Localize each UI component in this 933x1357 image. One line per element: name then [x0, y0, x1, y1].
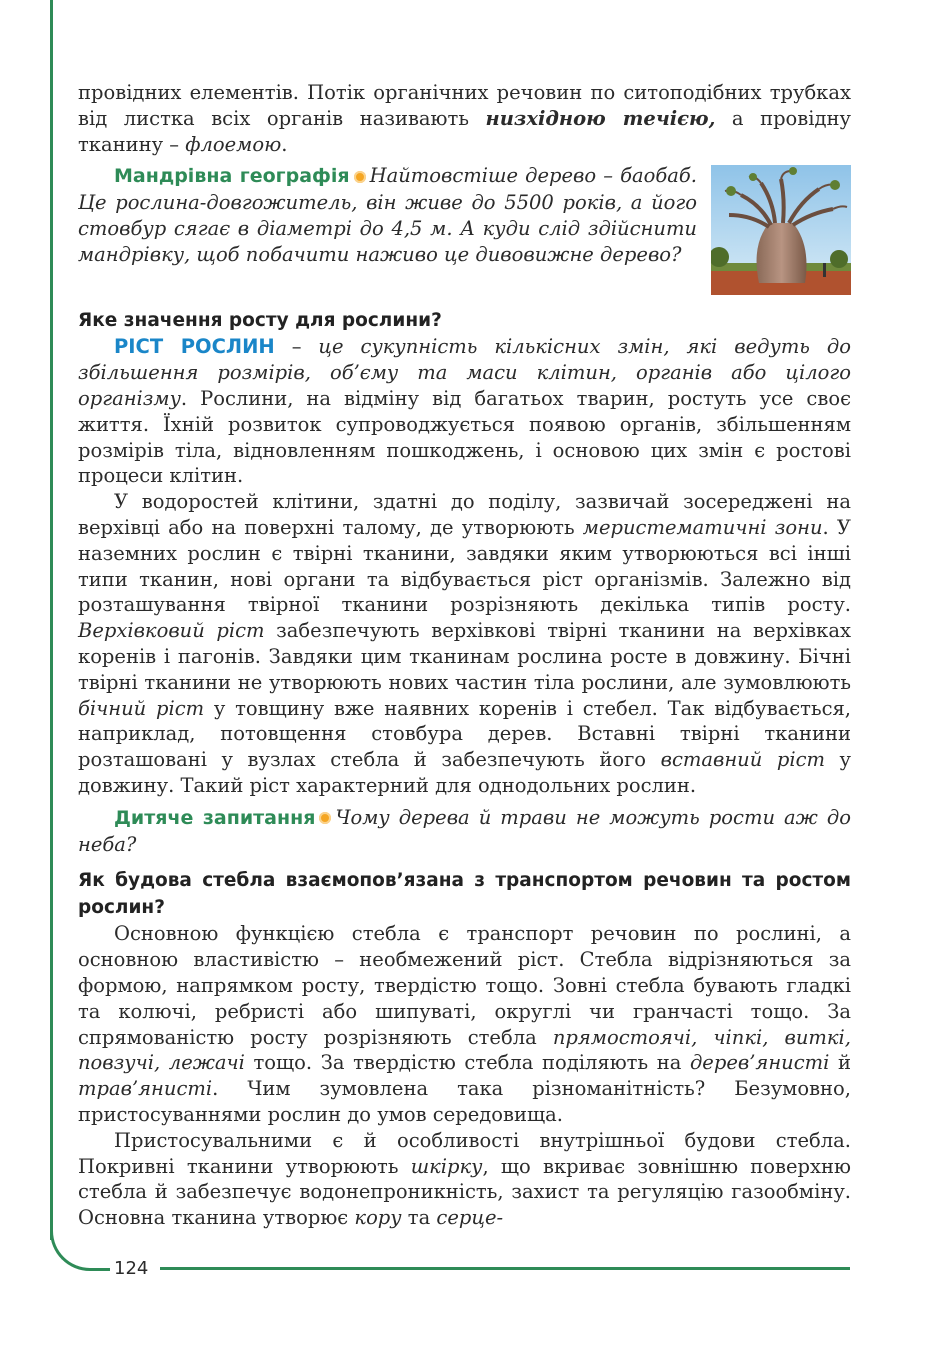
term-emphasis: низхідною течією, [485, 106, 716, 130]
flower-icon [319, 812, 331, 824]
baobab-photo [711, 165, 851, 295]
kids-question-box [78, 805, 851, 858]
page-content [78, 80, 851, 1231]
text-run: – [274, 335, 319, 359]
footer-rule [160, 1267, 850, 1270]
text-run: провідних елементів. Потік органічних речовин по ситоподібних трубках від листка всіх органів називають [78, 81, 851, 130]
term-italic: серце- [436, 1206, 504, 1230]
text-run: Основною функцією стебла є транспорт речовин по рослині, а основною властивістю – необмежений ріст. Стебла відрізняються за формою, напрямком росту, твердістю тощо. Зовні стебла бувають гладкі та колючі, ребристі або шипуваті, округлі чи гранчасті тощо. За спрямованістю росту розрізняють стебла [78, 922, 851, 1049]
flower-icon [354, 171, 366, 183]
text-run: тощо. За твердістю стебла поділяють на [244, 1051, 690, 1075]
term-italic: Верхівковий ріст [78, 619, 265, 643]
kids-box-text [78, 805, 851, 858]
paragraph-5 [78, 1128, 851, 1231]
text-run: У водоростей клітини, здатні до поділу, зазвичай зосереджені на верхівці або на поверхні талому, де утворюють [78, 490, 851, 539]
paragraph-1 [78, 80, 851, 157]
term-italic: прямостоячі, чіпкі, виткі, повзучі, лежачі [78, 1025, 851, 1075]
travel-box-body: Найтовстіше дерево – баобаб. Це рослина-довгожитель, він живе до 5500 років, а його стовбур сягає в діаметрі до 4,5 м. А куди слід здійснити мандрівку, щоб побачити наживо це дивовижне дерево? [78, 164, 697, 266]
text-run: Пристосувальними є й особливості внутрішньої будови стебла. Покривні тканини утворюють [78, 1128, 851, 1178]
text-run: й [829, 1051, 851, 1075]
term-italic: меристематичні зони [582, 515, 823, 539]
term-italic: шкірку [410, 1154, 483, 1178]
text-run: та [401, 1206, 437, 1230]
term-italic: флоемою [185, 132, 282, 156]
section-heading-2: Як будова стебла взаємопов’язана з транспортом речовин та ростом рослин? [78, 870, 851, 919]
term-italic: кору [354, 1206, 402, 1230]
paragraph-2 [78, 334, 851, 489]
page-frame-line [50, 0, 53, 1240]
travel-box-title: Мандрівна географія [114, 165, 350, 188]
paragraph-3 [78, 489, 851, 799]
text-run: а провідну тканину – [78, 106, 851, 156]
text-run: у товщину вже наявних коренів і стебел. Так відбувається, наприклад, потовщення стовбура дерев. Вставні твірні тканини розташовані у вузлах стебла й забезпечують його [78, 696, 851, 772]
page-number: 124 [114, 1258, 149, 1279]
term-italic: вставний ріст [660, 748, 825, 772]
definition-term: РІСТ РОСЛИН [114, 335, 275, 359]
text-run: , що вкриває зовнішню поверхню стебла й забезпечує водонепроникність, захист та регуляцію газообміну. Основна тканина утворює [78, 1154, 851, 1230]
term-italic: дерев’янисті [689, 1051, 830, 1075]
section-heading-1: Яке значення росту для рослини? [78, 310, 442, 332]
text-run: . У наземних рослин є твірні тканини, завдяки яким утворюються всі інші типи тканин, нові органи та відбувається ріст організмів. Залежно від розташування твірної тканини розрізняють декілька типів росту. [78, 515, 851, 617]
text-run: забезпечують верхівкові твірні тканини на верхівках коренів і пагонів. Завдяки цим тканинам рослина росте в довжину. Бічні твірні тканини не утворюють нових частин тіла рослини, але зумовлюють [78, 619, 851, 694]
paragraph-4 [78, 921, 851, 1127]
text-run: . Чим зумовлена така різноманітність? Безумовно, пристосуваннями рослин до умов середовища. [78, 1077, 851, 1126]
text-run: . Рослини, на відміну від багатьох тварин, ростуть усе своє життя. Їхній розвиток супроводжується появою органів, збільшенням розмірів тіла, відновленням пошкоджень, і основою цих змін є ростові процеси клітин. [78, 386, 851, 488]
text-run: у довжину. Такий ріст характерний для однодольних рослин. [78, 748, 852, 797]
text-run: . [281, 132, 288, 156]
travel-geography-box [78, 163, 851, 301]
kids-box-title: Дитяче запитання [114, 806, 316, 829]
term-italic: бічний ріст [78, 696, 205, 720]
definition-text: це сукупність кількісних змін, які ведуть до збільшення розмірів, об’єму та маси клітин, органів або цілого організму [78, 335, 851, 410]
term-italic: трав’янисті [78, 1077, 213, 1101]
kids-box-body: Чому дерева й трави не можуть рости аж до неба? [78, 805, 851, 856]
